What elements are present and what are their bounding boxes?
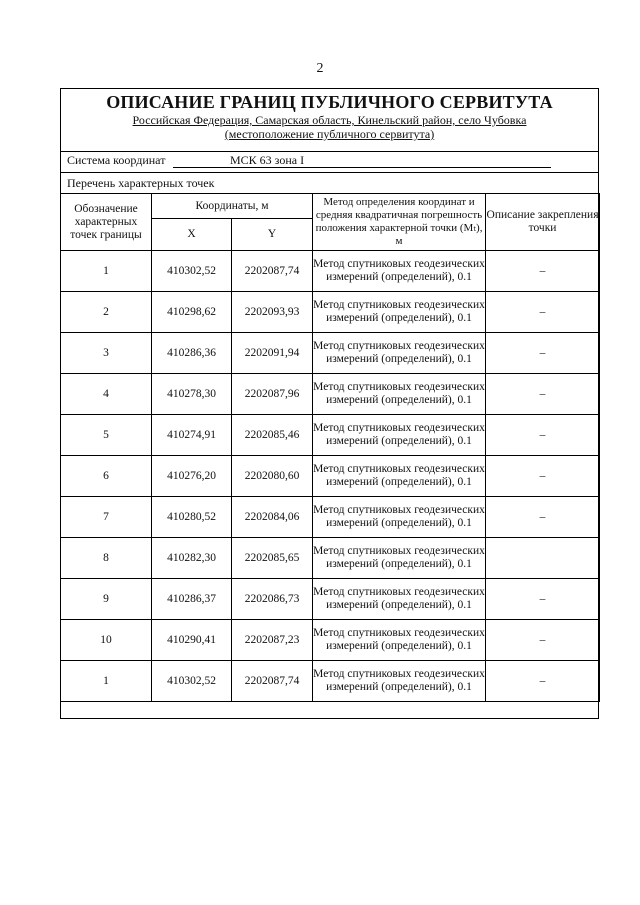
point-method: Метод спутниковых геодезических измерений (определений), 0.1	[313, 374, 486, 415]
point-x: 410290,41	[152, 620, 232, 661]
point-x: 410302,52	[152, 251, 232, 292]
point-description: –	[486, 579, 600, 620]
points-list-row	[61, 172, 598, 194]
coordinate-system-field	[173, 153, 551, 168]
points-table	[60, 193, 600, 702]
point-y: 2202084,06	[232, 497, 313, 538]
document-frame	[60, 88, 599, 719]
point-x: 410280,52	[152, 497, 232, 538]
point-description: –	[486, 333, 600, 374]
table-row	[61, 374, 600, 415]
point-x: 410282,30	[152, 538, 232, 579]
point-y: 2202087,74	[232, 661, 313, 702]
point-y: 2202085,65	[232, 538, 313, 579]
table-row	[61, 415, 600, 456]
point-description: –	[486, 661, 600, 702]
point-y: 2202087,23	[232, 620, 313, 661]
point-x: 410276,20	[152, 456, 232, 497]
header-coordinates: Координаты, м	[152, 194, 313, 219]
point-y: 2202087,74	[232, 251, 313, 292]
header-description: Описание закрепления точки	[486, 194, 600, 251]
location-text: Российская Федерация, Самарская область, Кинельский район, село Чубовка	[132, 113, 527, 127]
point-method: Метод спутниковых геодезических измерений (определений), 0.1	[313, 415, 486, 456]
header-x: X	[152, 219, 232, 251]
point-method: Метод спутниковых геодезических измерений (определений), 0.1	[313, 333, 486, 374]
point-id: 4	[61, 374, 152, 415]
table-row	[61, 579, 600, 620]
document-title: ОПИСАНИЕ ГРАНИЦ ПУБЛИЧНОГО СЕРВИТУТА	[106, 92, 553, 112]
point-id: 1	[61, 251, 152, 292]
point-id: 5	[61, 415, 152, 456]
point-y: 2202091,94	[232, 333, 313, 374]
point-x: 410298,62	[152, 292, 232, 333]
point-y: 2202085,46	[232, 415, 313, 456]
table-row	[61, 538, 600, 579]
location-caption: (местоположение публичного сервитута)	[224, 127, 435, 141]
point-x: 410274,91	[152, 415, 232, 456]
point-x: 410278,30	[152, 374, 232, 415]
point-description: –	[486, 292, 600, 333]
point-id: 3	[61, 333, 152, 374]
point-id: 9	[61, 579, 152, 620]
point-id: 10	[61, 620, 152, 661]
point-method: Метод спутниковых геодезических измерений (определений), 0.1	[313, 661, 486, 702]
table-row	[61, 333, 600, 374]
point-description: –	[486, 456, 600, 497]
header-y: Y	[232, 219, 313, 251]
table-row	[61, 661, 600, 702]
point-description: –	[486, 374, 600, 415]
point-method: Метод спутниковых геодезических измерений (определений), 0.1	[313, 456, 486, 497]
point-y: 2202087,96	[232, 374, 313, 415]
point-y: 2202086,73	[232, 579, 313, 620]
location-line	[61, 113, 598, 127]
point-x: 410286,36	[152, 333, 232, 374]
point-method: Метод спутниковых геодезических измерений (определений), 0.1	[313, 292, 486, 333]
point-method: Метод спутниковых геодезических измерений (определений), 0.1	[313, 620, 486, 661]
title-block	[61, 89, 598, 152]
point-description	[486, 538, 600, 579]
page-number: 2	[316, 61, 324, 76]
point-id: 2	[61, 292, 152, 333]
location-caption-line	[61, 127, 598, 141]
point-method: Метод спутниковых геодезических измерений (определений), 0.1	[313, 251, 486, 292]
header-method: Метод определения координат и средняя квадратичная погрешность положения характерной точки (Mₜ), м	[313, 194, 486, 251]
point-description: –	[486, 497, 600, 538]
table-row	[61, 251, 600, 292]
table-row	[61, 497, 600, 538]
point-method: Метод спутниковых геодезических измерений (определений), 0.1	[313, 538, 486, 579]
point-method: Метод спутниковых геодезических измерений (определений), 0.1	[313, 579, 486, 620]
point-description: –	[486, 251, 600, 292]
point-y: 2202093,93	[232, 292, 313, 333]
point-x: 410286,37	[152, 579, 232, 620]
point-id: 1	[61, 661, 152, 702]
point-description: –	[486, 620, 600, 661]
coordinate-system-value: МСК 63 зона I	[230, 153, 305, 167]
point-id: 7	[61, 497, 152, 538]
table-row	[61, 292, 600, 333]
point-method: Метод спутниковых геодезических измерений (определений), 0.1	[313, 497, 486, 538]
point-y: 2202080,60	[232, 456, 313, 497]
table-row	[61, 456, 600, 497]
point-id: 8	[61, 538, 152, 579]
table-row	[61, 620, 600, 661]
coordinate-system-label: Система координат	[67, 153, 166, 167]
point-id: 6	[61, 456, 152, 497]
point-description: –	[486, 415, 600, 456]
header-designation: Обозначение характерных точек границы	[61, 194, 152, 251]
point-x: 410302,52	[152, 661, 232, 702]
coordinate-system-row	[61, 151, 598, 171]
points-list-label: Перечень характерных точек	[67, 176, 215, 190]
